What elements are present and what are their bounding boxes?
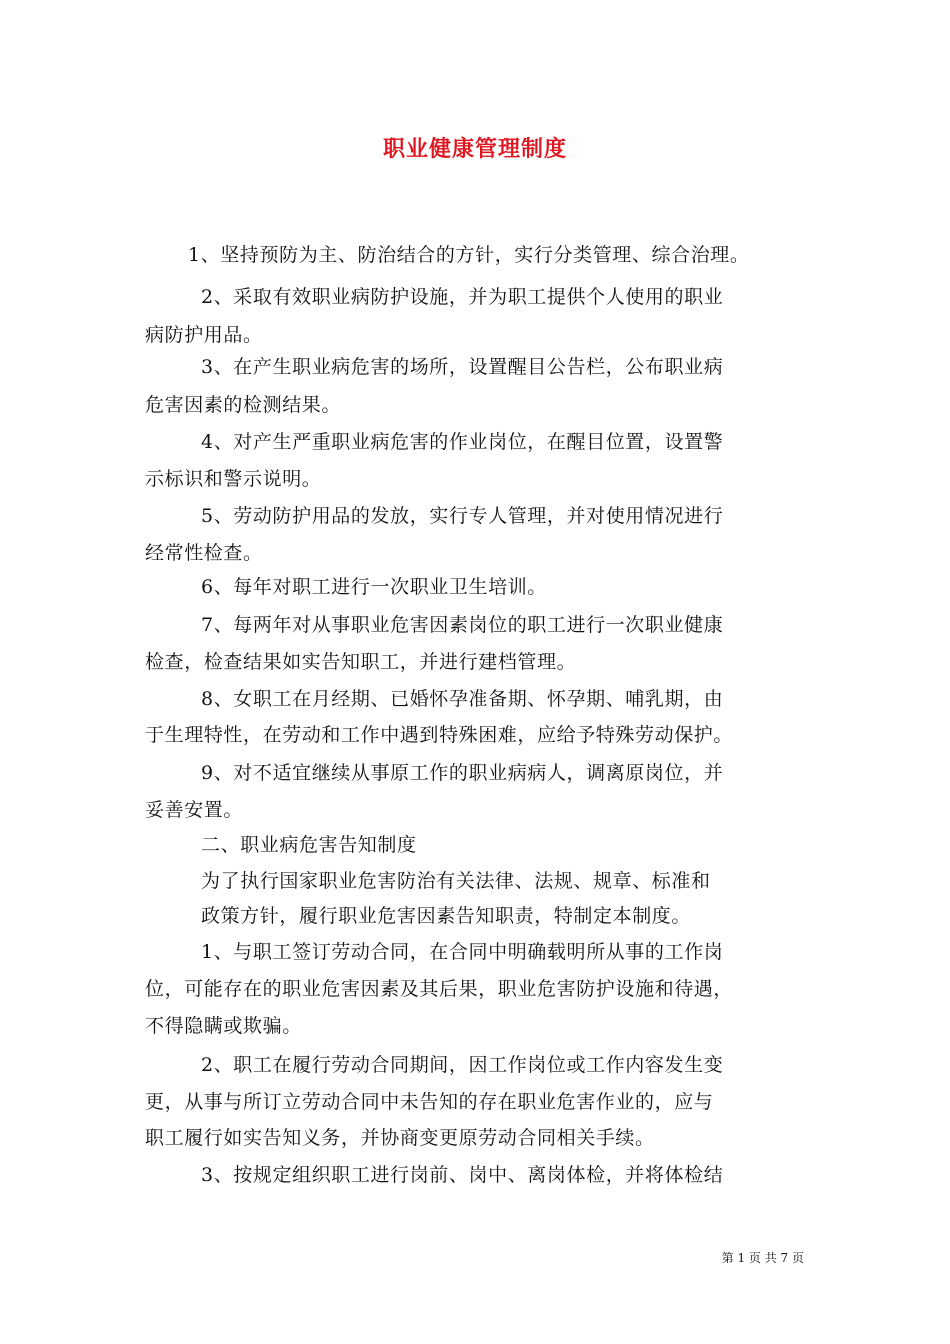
section-heading: 二、职业病危害告知制度 bbox=[201, 834, 417, 856]
paragraph-line: 3、按规定组织职工进行岗前、岗中、离岗体检，并将体检结 bbox=[201, 1164, 724, 1186]
paragraph-line: 政策方针，履行职业危害因素告知职责，特制定本制度。 bbox=[201, 905, 692, 927]
document-title: 职业健康管理制度 bbox=[382, 136, 567, 162]
paragraph-line: 3、在产生职业病危害的场所，设置醒目公告栏，公布职业病 bbox=[201, 356, 724, 378]
paragraph-line: 妥善安置。 bbox=[145, 799, 244, 821]
paragraph-line: 经常性检查。 bbox=[145, 542, 263, 564]
paragraph-line: 示标识和警示说明。 bbox=[145, 468, 322, 490]
paragraph-line: 9、对不适宜继续从事原工作的职业病病人，调离原岗位，并 bbox=[201, 762, 724, 784]
page-number: 第 1 页 共 7 页 bbox=[721, 1251, 804, 1265]
paragraph-line: 2、采取有效职业病防护设施，并为职工提供个人使用的职业 bbox=[201, 286, 724, 308]
paragraph-line: 为了执行国家职业危害防治有关法律、法规、规章、标准和 bbox=[201, 870, 711, 892]
paragraph-line: 1、坚持预防为主、防治结合的方针，实行分类管理、综合治理。 bbox=[188, 244, 750, 266]
paragraph-line: 职工履行如实告知义务，并协商变更原劳动合同相关手续。 bbox=[145, 1127, 655, 1149]
paragraph-line: 位，可能存在的职业危害因素及其后果，职业危害防护设施和待遇， bbox=[145, 978, 734, 1000]
paragraph-line: 检查，检查结果如实告知职工，并进行建档管理。 bbox=[145, 651, 577, 673]
paragraph-line: 更，从事与所订立劳动合同中未告知的存在职业危害作业的，应与 bbox=[145, 1091, 714, 1113]
paragraph-line: 于生理特性，在劳动和工作中遇到特殊困难，应给予特殊劳动保护。 bbox=[145, 724, 734, 746]
paragraph-line: 病防护用品。 bbox=[145, 324, 263, 346]
paragraph-line: 2、职工在履行劳动合同期间，因工作岗位或工作内容发生变 bbox=[201, 1054, 724, 1076]
paragraph-line: 1、与职工签订劳动合同，在合同中明确载明所从事的工作岗 bbox=[201, 941, 724, 963]
paragraph-line: 7、每两年对从事职业危害因素岗位的职工进行一次职业健康 bbox=[201, 614, 724, 636]
paragraph-line: 4、对产生严重职业病危害的作业岗位，在醒目位置，设置警 bbox=[201, 431, 724, 453]
paragraph-line: 6、每年对职工进行一次职业卫生培训。 bbox=[201, 576, 547, 598]
paragraph-line: 8、女职工在月经期、已婚怀孕准备期、怀孕期、哺乳期，由 bbox=[201, 688, 724, 710]
paragraph-line: 危害因素的检测结果。 bbox=[145, 394, 342, 416]
paragraph-line: 5、劳动防护用品的发放，实行专人管理，并对使用情况进行 bbox=[201, 505, 724, 527]
paragraph-line: 不得隐瞒或欺骗。 bbox=[145, 1015, 302, 1037]
